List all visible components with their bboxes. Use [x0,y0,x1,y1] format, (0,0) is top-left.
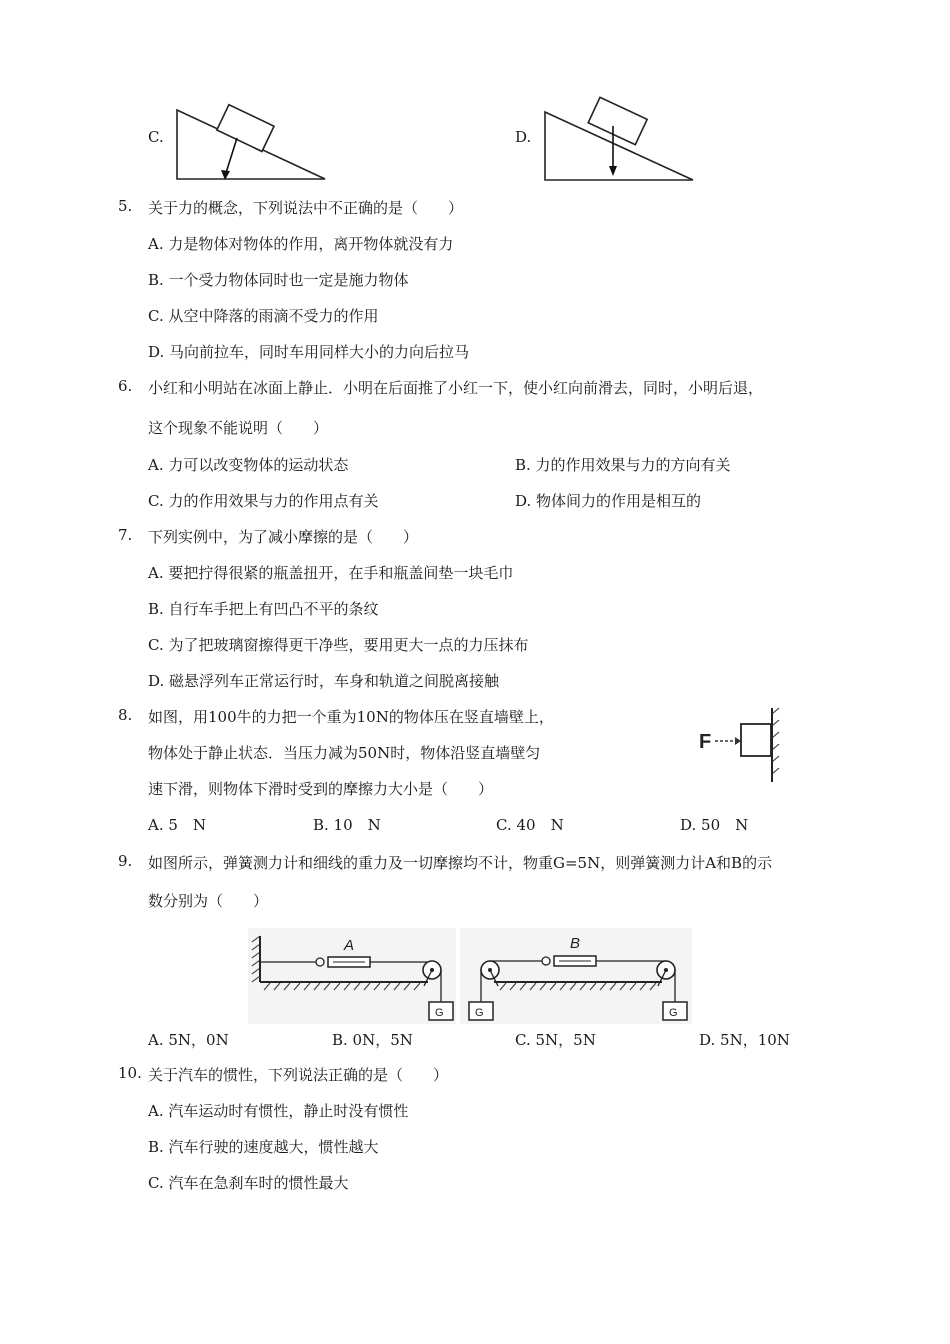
question-stem-line-2: 这个现象不能说明（ ） [148,419,329,437]
option-a: A. 力是物体对物体的作用，离开物体就没有力 [148,235,454,253]
option-d: D. 物体间力的作用是相互的 [515,492,702,510]
option-b: B. 0N，5N [332,1031,413,1049]
question-stem-line-1: 如图，用100牛的力把一个重为10N的物体压在竖直墙壁上， [148,708,554,726]
option-c: C. 40 N [496,816,564,834]
weight-label: G [669,1007,678,1019]
incline-figure-c [175,104,335,184]
question-stem: 关于力的概念，下列说法中不正确的是（ ） [148,199,464,217]
wall-block-figure [695,706,785,786]
option-d-label: D. [515,128,532,146]
option-c-label: C. [148,128,164,146]
option-a: A. 汽车运动时有惯性，静止时没有惯性 [148,1102,409,1120]
incline-figure-d [543,100,703,184]
option-d: D. 50 N [680,816,749,834]
option-b: B. 一个受力物体同时也一定是施力物体 [148,271,409,289]
spring-scale-figure-a [248,928,456,1024]
option-b: B. 汽车行驶的速度越大，惯性越大 [148,1138,379,1156]
scale-label-a: A [344,937,355,954]
option-d: D. 马向前拉车，同时车用同样大小的力向后拉马 [148,343,470,361]
force-label: F [699,731,712,753]
question-stem-line-3: 速下滑，则物体下滑时受到的摩擦力大小是（ ） [148,780,494,798]
option-d: D. 磁悬浮列车正常运行时，车身和轨道之间脱离接触 [148,672,500,690]
option-b: B. 10 N [313,816,381,834]
spring-scale-figure-b [460,928,692,1024]
question-number: 6. [118,377,133,395]
question-stem: 关于汽车的惯性，下列说法正确的是（ ） [148,1066,449,1084]
question-number: 5. [118,197,133,215]
question-stem-line-1: 小红和小明站在冰面上静止．小明在后面推了小红一下，使小红向前滑去，同时，小明后退， [148,379,764,397]
option-a: A. 5 N [148,816,207,834]
option-b: B. 力的作用效果与力的方向有关 [515,456,731,474]
question-number: 9. [118,852,133,870]
question-stem: 下列实例中，为了减小摩擦的是（ ） [148,528,419,546]
option-a: A. 力可以改变物体的运动状态 [148,456,349,474]
weight-label: G [475,1007,484,1019]
question-stem-line-2: 物体处于静止状态．当压力减为50N时，物体沿竖直墙壁匀 [148,744,541,762]
option-c: C. 从空中降落的雨滴不受力的作用 [148,307,379,325]
option-a: A. 5N，0N [148,1031,229,1049]
question-number: 8. [118,706,133,724]
option-b: B. 自行车手把上有凹凸不平的条纹 [148,600,379,618]
scale-label-b: B [570,935,581,952]
option-c: C. 力的作用效果与力的作用点有关 [148,492,379,510]
option-c: C. 为了把玻璃窗擦得更干净些，要用更大一点的力压抹布 [148,636,529,654]
question-stem-line-1: 如图所示，弹簧测力计和细线的重力及一切摩擦均不计，物重G=5N，则弹簧测力计A和B的示 [148,854,773,872]
option-c: C. 汽车在急刹车时的惯性最大 [148,1174,349,1192]
option-d: D. 5N，10N [699,1031,790,1049]
question-number: 10. [118,1064,142,1082]
option-c: C. 5N，5N [515,1031,596,1049]
weight-label: G [435,1007,444,1019]
option-a: A. 要把拧得很紧的瓶盖扭开，在手和瓶盖间垫一块毛巾 [148,564,514,582]
question-stem-line-2: 数分别为（ ） [148,892,269,910]
question-number: 7. [118,526,133,544]
